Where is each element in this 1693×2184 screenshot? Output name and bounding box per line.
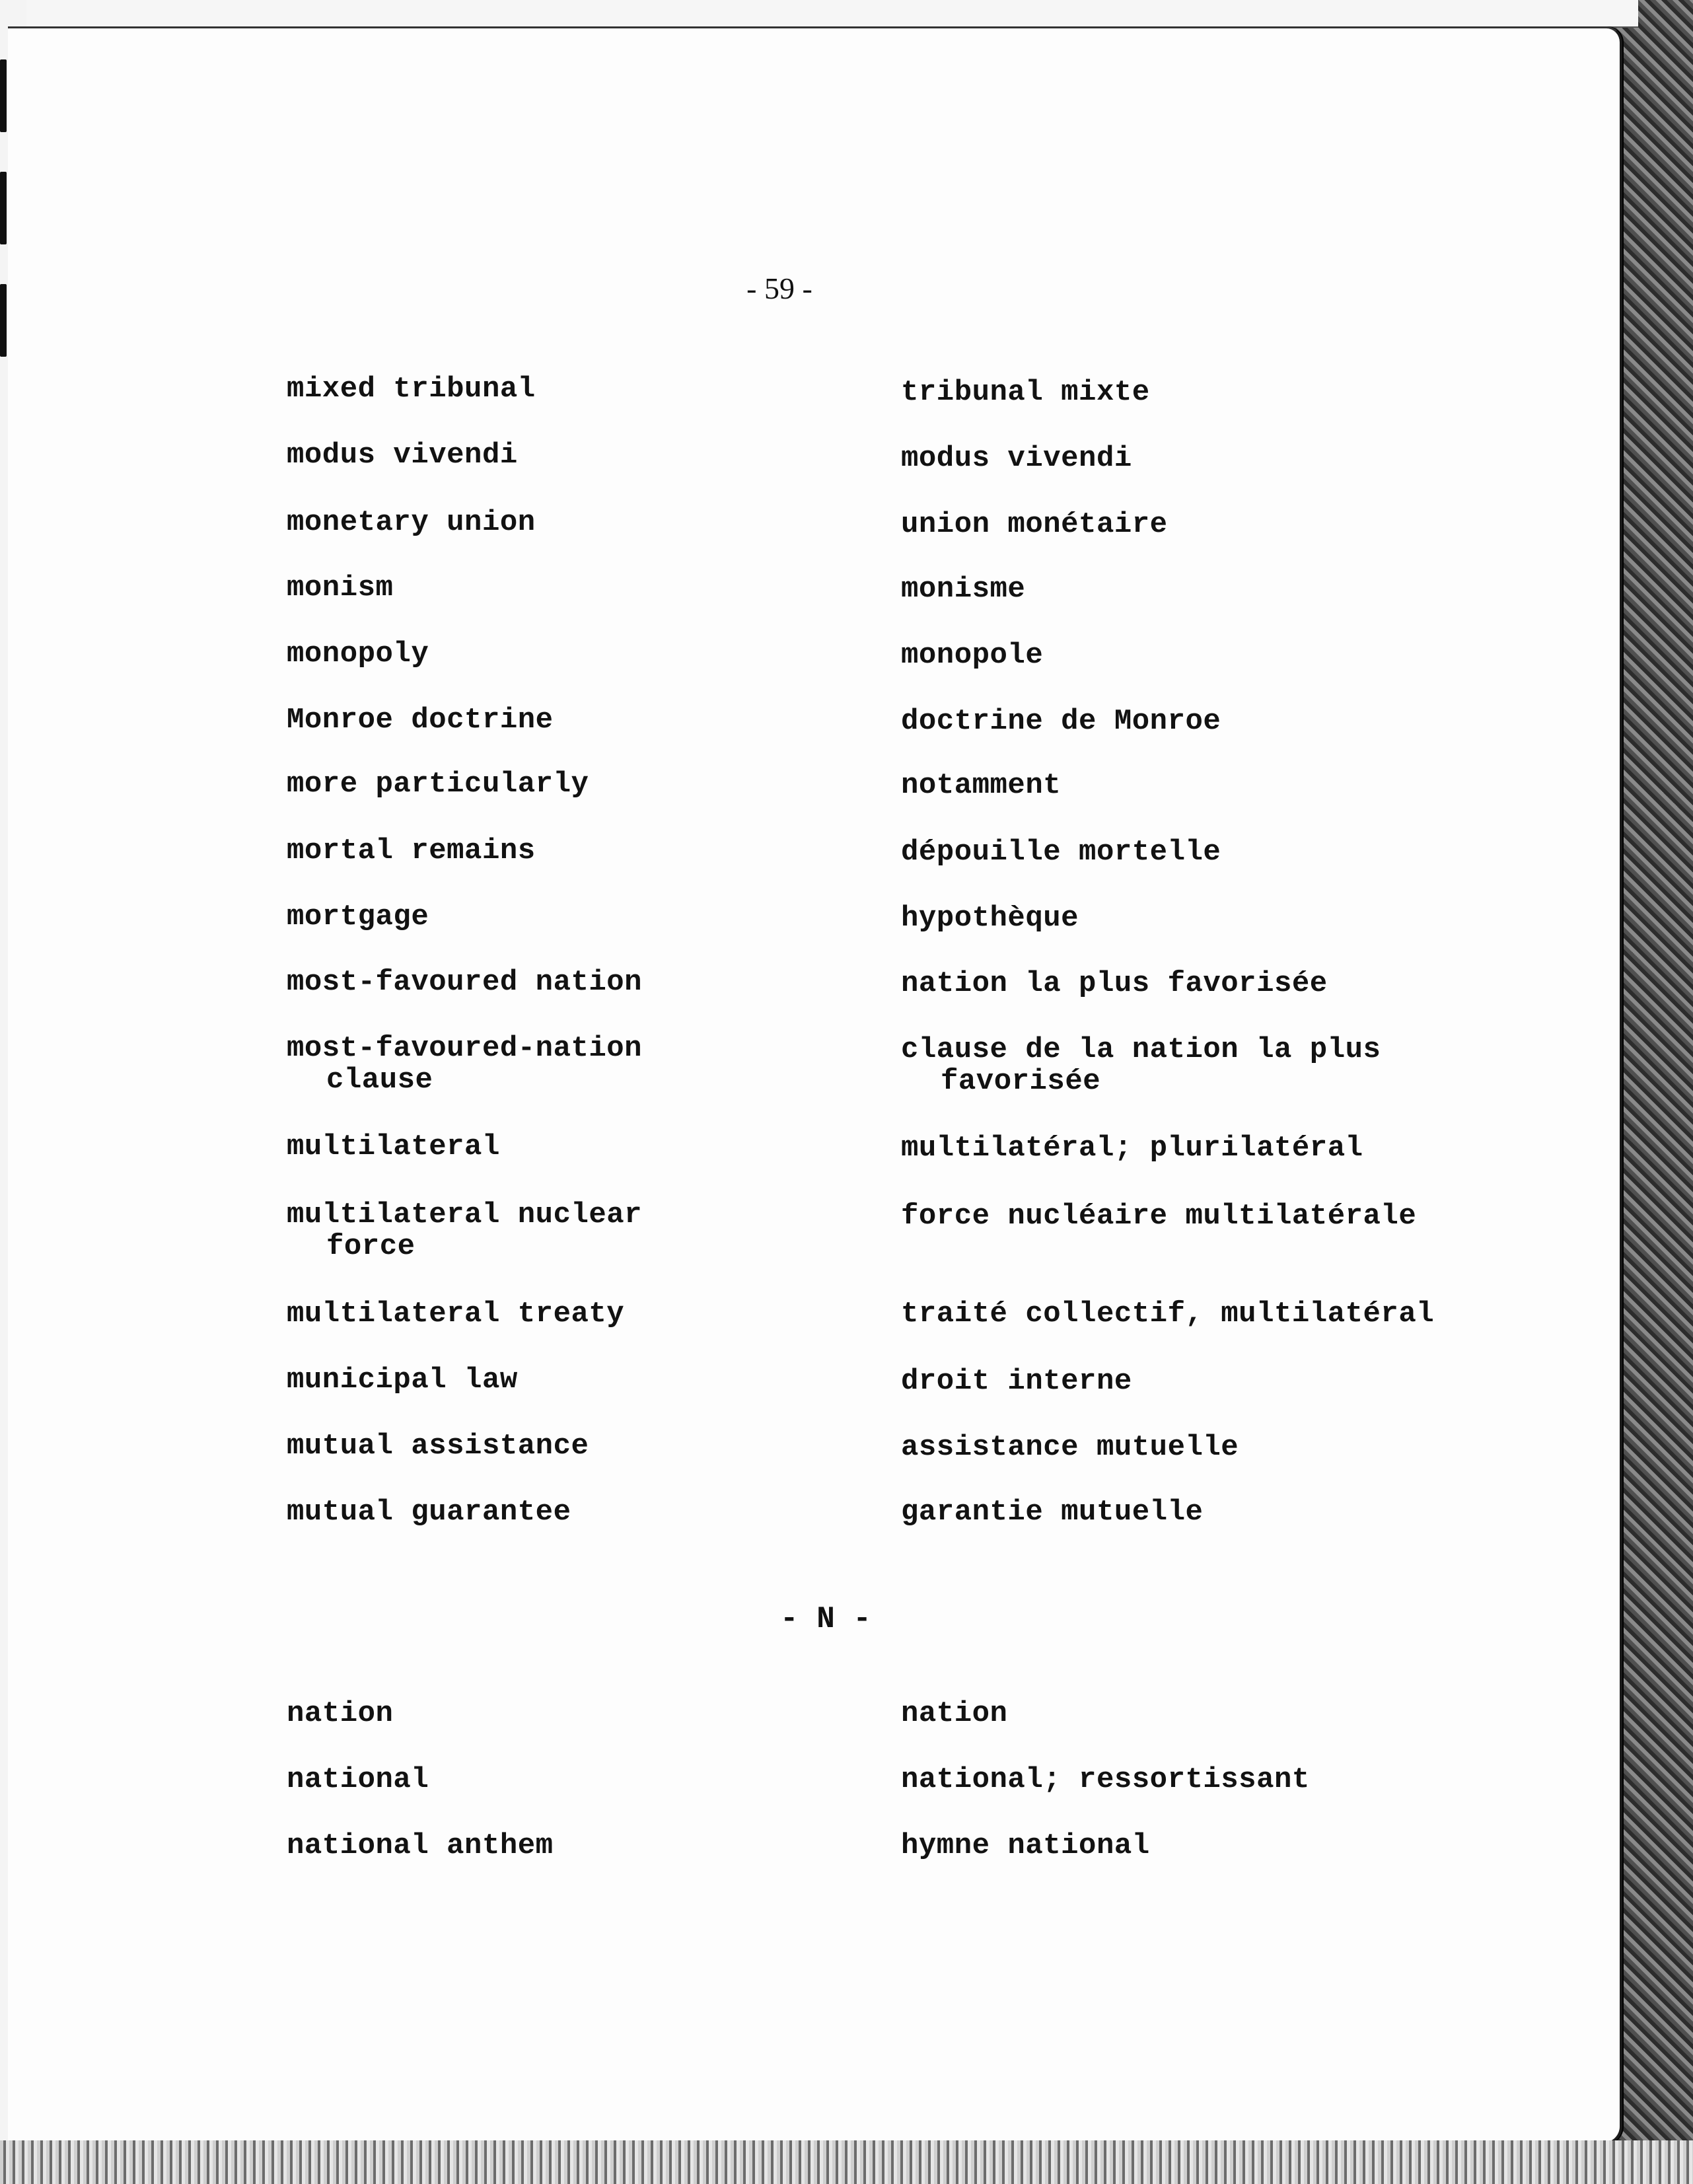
- term-english: multilateral: [287, 1130, 500, 1163]
- term-french: force nucléaire multilatérale: [901, 1200, 1417, 1233]
- term-french: hypothèque: [901, 902, 1079, 935]
- term-french: monopole: [901, 639, 1044, 672]
- term-english: most-favoured nation: [287, 966, 643, 999]
- term-english-line1: multilateral nuclear: [287, 1198, 643, 1231]
- term-english: [287, 1199, 642, 1262]
- term-english: mortgage: [287, 900, 429, 933]
- term-french-line1: clause de la nation la plus: [901, 1033, 1381, 1066]
- term-french: notamment: [901, 769, 1062, 802]
- term-french: droit interne: [901, 1365, 1132, 1398]
- term-english: national anthem: [287, 1829, 554, 1862]
- term-french: garantie mutuelle: [901, 1496, 1204, 1529]
- term-french-line2: favorisée: [941, 1065, 1101, 1098]
- binding-mark: [0, 59, 7, 132]
- term-french: doctrine de Monroe: [901, 705, 1221, 738]
- term-french: modus vivendi: [901, 442, 1132, 475]
- term-french: nation la plus favorisée: [901, 967, 1328, 1000]
- term-english: multilateral treaty: [287, 1297, 625, 1330]
- term-french: tribunal mixte: [901, 376, 1150, 409]
- scan-top-edge: [0, 0, 1638, 28]
- term-english: mutual guarantee: [287, 1496, 571, 1529]
- term-french: [901, 1034, 1381, 1097]
- term-french: multilatéral; plurilatéral: [901, 1132, 1363, 1165]
- term-english: mixed tribunal: [287, 373, 536, 406]
- term-english: mortal remains: [287, 834, 536, 867]
- term-english: modus vivendi: [287, 439, 518, 472]
- term-english-line1: most-favoured-nation: [287, 1032, 643, 1065]
- page-number: - 59 -: [746, 272, 812, 305]
- term-french: nation: [901, 1697, 1008, 1730]
- binding-mark: [0, 284, 7, 357]
- term-english: Monroe doctrine: [287, 704, 554, 737]
- term-english-line2: clause: [326, 1064, 433, 1097]
- term-english: monetary union: [287, 506, 536, 539]
- term-english: [287, 1033, 642, 1096]
- term-french: national; ressortissant: [901, 1763, 1310, 1796]
- term-french: dépouille mortelle: [901, 836, 1221, 869]
- term-english: monopoly: [287, 637, 429, 671]
- scan-bottom-edge: [0, 2140, 1693, 2184]
- term-french: hymne national: [901, 1829, 1150, 1862]
- term-english: monism: [287, 571, 394, 604]
- term-english: mutual assistance: [287, 1430, 589, 1463]
- binding-mark: [0, 172, 7, 244]
- term-french: union monétaire: [901, 508, 1168, 541]
- term-english: municipal law: [287, 1364, 518, 1397]
- term-english: nation: [287, 1697, 394, 1730]
- term-english: national: [287, 1763, 429, 1796]
- term-french: assistance mutuelle: [901, 1431, 1239, 1464]
- term-english: more particularly: [287, 768, 589, 801]
- term-english-line2: force: [326, 1230, 415, 1263]
- section-heading-n: - N -: [779, 1602, 872, 1636]
- term-french: traité collectif, multilatéral: [901, 1297, 1435, 1330]
- term-french: monisme: [901, 573, 1026, 606]
